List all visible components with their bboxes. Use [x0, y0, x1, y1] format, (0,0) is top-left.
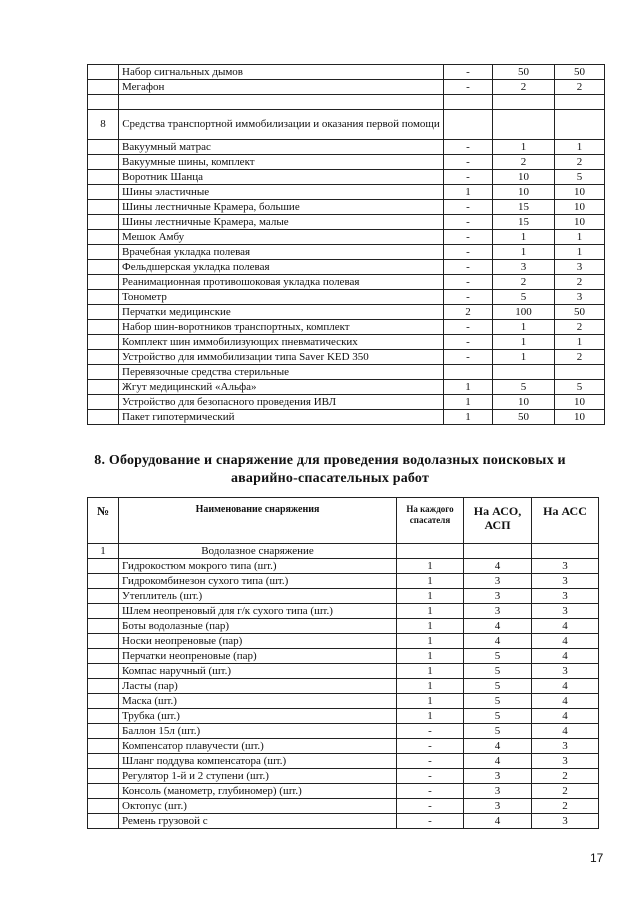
row-num — [88, 335, 119, 350]
row-aso: 4 — [464, 814, 532, 829]
row-aso: 10 — [493, 395, 555, 410]
row-name: Компас наручный (шт.) — [119, 664, 397, 679]
row-aso: 4 — [464, 619, 532, 634]
table-row — [88, 320, 605, 335]
row-each: - — [444, 200, 493, 215]
row-aso: 1 — [493, 230, 555, 245]
diving-equipment-table — [87, 497, 599, 829]
row-aso: 100 — [493, 305, 555, 320]
table-row — [88, 170, 605, 185]
table-row — [88, 604, 599, 619]
table-row — [88, 110, 605, 140]
row-num — [88, 275, 119, 290]
row-name: Мегафон — [119, 80, 444, 95]
row-num — [88, 65, 119, 80]
row-num — [88, 619, 119, 634]
row-name: Воротник Шанца — [119, 170, 444, 185]
row-aso: 4 — [464, 559, 532, 574]
row-name: Шины лестничные Крамера, малые — [119, 215, 444, 230]
row-name: Мешок Амбу — [119, 230, 444, 245]
section-heading — [60, 452, 600, 488]
row-ass: 2 — [532, 799, 599, 814]
table-row — [88, 365, 605, 380]
page-number: 17 — [590, 851, 604, 865]
row-aso: 1 — [493, 140, 555, 155]
group-name: Водолазное снаряжение — [119, 544, 397, 559]
row-aso: 3 — [493, 260, 555, 275]
table-row — [88, 260, 605, 275]
row-aso: 5 — [493, 290, 555, 305]
table-row — [88, 664, 599, 679]
row-name: Средства транспортной иммобилизации и оказания первой помощи — [119, 110, 444, 140]
table-row — [88, 694, 599, 709]
row-ass — [555, 110, 605, 140]
row-aso: 5 — [464, 709, 532, 724]
row-ass: 1 — [555, 140, 605, 155]
table-row — [88, 80, 605, 95]
group-empty-ass — [532, 544, 599, 559]
row-aso: 3 — [464, 589, 532, 604]
row-num — [88, 200, 119, 215]
row-num — [88, 365, 119, 380]
row-name: Боты водолазные (пар) — [119, 619, 397, 634]
row-ass: 3 — [532, 589, 599, 604]
table-row — [88, 784, 599, 799]
row-ass: 2 — [555, 155, 605, 170]
row-aso: 5 — [464, 679, 532, 694]
table-row — [88, 814, 599, 829]
table-row — [88, 185, 605, 200]
row-each: - — [444, 350, 493, 365]
row-ass: 3 — [532, 739, 599, 754]
row-name: Шланг поддува компенсатора (шт.) — [119, 754, 397, 769]
row-aso — [493, 110, 555, 140]
row-num — [88, 290, 119, 305]
row-ass: 5 — [555, 170, 605, 185]
row-each: - — [444, 230, 493, 245]
row-num — [88, 230, 119, 245]
row-aso: 15 — [493, 200, 555, 215]
diving-table-header — [88, 498, 599, 544]
row-each: 1 — [397, 574, 464, 589]
table-row — [88, 574, 599, 589]
row-ass: 10 — [555, 410, 605, 425]
row-num — [88, 320, 119, 335]
row-name: Шины лестничные Крамера, большие — [119, 200, 444, 215]
row-each: - — [444, 275, 493, 290]
row-ass: 3 — [532, 664, 599, 679]
row-name: Шлем неопреновый для г/к сухого типа (шт.) — [119, 604, 397, 619]
row-each: 1 — [397, 694, 464, 709]
table-row — [88, 305, 605, 320]
row-ass: 4 — [532, 709, 599, 724]
row-name: Врачебная укладка полевая — [119, 245, 444, 260]
section-heading-line-2: аварийно-спасательных работ — [230, 471, 430, 486]
row-num — [88, 380, 119, 395]
row-aso: 5 — [464, 649, 532, 664]
row-ass: 10 — [555, 215, 605, 230]
row-num — [88, 754, 119, 769]
table-row — [88, 200, 605, 215]
row-num — [88, 305, 119, 320]
row-num — [88, 410, 119, 425]
row-ass: 1 — [555, 335, 605, 350]
table-row — [88, 679, 599, 694]
row-name: Вакуумный матрас — [119, 140, 444, 155]
row-name: Компенсатор плавучести (шт.) — [119, 739, 397, 754]
row-aso: 3 — [464, 799, 532, 814]
row-each: - — [397, 739, 464, 754]
equipment-table-upper — [87, 64, 605, 425]
row-num — [88, 559, 119, 574]
row-ass: 50 — [555, 305, 605, 320]
row-name: Набор сигнальных дымов — [119, 65, 444, 80]
row-ass: 2 — [532, 769, 599, 784]
row-ass: 4 — [532, 649, 599, 664]
row-num — [88, 814, 119, 829]
row-ass: 3 — [555, 260, 605, 275]
row-each — [444, 110, 493, 140]
row-ass: 2 — [555, 320, 605, 335]
table-row — [88, 395, 605, 410]
row-aso: 10 — [493, 185, 555, 200]
row-num — [88, 724, 119, 739]
header-name: Наименование снаряжения — [119, 498, 397, 544]
row-each: - — [444, 290, 493, 305]
row-name: Утеплитель (шт.) — [119, 589, 397, 604]
row-aso: 50 — [493, 65, 555, 80]
row-each: - — [397, 754, 464, 769]
row-aso: 5 — [464, 694, 532, 709]
row-aso: 3 — [464, 574, 532, 589]
row-each: - — [397, 769, 464, 784]
row-name: Баллон 15л (шт.) — [119, 724, 397, 739]
row-ass: 10 — [555, 200, 605, 215]
row-aso: 2 — [493, 80, 555, 95]
row-num: 8 — [88, 110, 119, 140]
row-num — [88, 799, 119, 814]
row-num — [88, 350, 119, 365]
row-aso: 1 — [493, 320, 555, 335]
row-each — [444, 365, 493, 380]
row-num — [88, 215, 119, 230]
row-num — [88, 784, 119, 799]
header-ass: На АСС — [532, 498, 599, 544]
diving-table-body — [88, 544, 599, 829]
header-aso: На АСО, АСП — [464, 498, 532, 544]
row-name: Перчатки медицинские — [119, 305, 444, 320]
row-name: Шины эластичные — [119, 185, 444, 200]
header-num: № — [88, 498, 119, 544]
row-ass: 1 — [555, 230, 605, 245]
row-ass: 10 — [555, 185, 605, 200]
row-ass: 3 — [555, 290, 605, 305]
row-aso: 2 — [493, 275, 555, 290]
row-each: 1 — [397, 709, 464, 724]
row-each: 1 — [444, 380, 493, 395]
row-each: 1 — [397, 664, 464, 679]
table-row — [88, 410, 605, 425]
row-each: 1 — [444, 410, 493, 425]
table-row — [88, 799, 599, 814]
row-name: Октопус (шт.) — [119, 799, 397, 814]
row-aso: 5 — [464, 724, 532, 739]
row-ass: 3 — [532, 559, 599, 574]
table-row — [88, 709, 599, 724]
group-num: 1 — [88, 544, 119, 559]
row-each: - — [397, 724, 464, 739]
row-num — [88, 634, 119, 649]
row-num — [88, 260, 119, 275]
row-aso: 3 — [464, 769, 532, 784]
row-ass: 5 — [555, 380, 605, 395]
row-aso: 1 — [493, 335, 555, 350]
row-name: Перевязочные средства стерильные — [119, 365, 444, 380]
table-row — [88, 350, 605, 365]
row-name: Жгут медицинский «Альфа» — [119, 380, 444, 395]
table-row — [88, 754, 599, 769]
row-aso: 4 — [464, 754, 532, 769]
row-aso: 1 — [493, 245, 555, 260]
row-each: - — [444, 155, 493, 170]
row-num — [88, 694, 119, 709]
row-each: 1 — [397, 634, 464, 649]
equipment-table-upper-body — [88, 65, 605, 425]
row-each: - — [444, 65, 493, 80]
row-ass: 2 — [555, 80, 605, 95]
table-row — [88, 649, 599, 664]
row-num — [88, 395, 119, 410]
row-ass: 4 — [532, 724, 599, 739]
row-name: Носки неопреновые (пар) — [119, 634, 397, 649]
row-each: 1 — [397, 559, 464, 574]
row-num — [88, 185, 119, 200]
row-ass: 50 — [555, 65, 605, 80]
row-each: 1 — [397, 649, 464, 664]
row-aso: 10 — [493, 170, 555, 185]
row-name: Перчатки неопреновые (пар) — [119, 649, 397, 664]
table-row — [88, 155, 605, 170]
table-row — [88, 380, 605, 395]
row-name: Ремень грузовой с — [119, 814, 397, 829]
row-num — [88, 679, 119, 694]
row-aso — [493, 365, 555, 380]
row-each: 1 — [397, 619, 464, 634]
table-row — [88, 634, 599, 649]
row-num — [88, 80, 119, 95]
row-aso: 50 — [493, 410, 555, 425]
row-ass: 2 — [532, 784, 599, 799]
table-row — [88, 65, 605, 80]
row-num — [88, 95, 119, 110]
row-aso: 5 — [464, 664, 532, 679]
row-name: Пакет гипотермический — [119, 410, 444, 425]
table-row — [88, 215, 605, 230]
row-num — [88, 664, 119, 679]
row-each: 1 — [397, 679, 464, 694]
row-name — [119, 95, 444, 110]
table-row — [88, 589, 599, 604]
row-each — [444, 95, 493, 110]
table-row — [88, 769, 599, 784]
row-aso: 1 — [493, 350, 555, 365]
table-row — [88, 290, 605, 305]
row-ass: 10 — [555, 395, 605, 410]
row-each: - — [444, 140, 493, 155]
row-name: Ласты (пар) — [119, 679, 397, 694]
row-each: 2 — [444, 305, 493, 320]
row-each: 1 — [397, 589, 464, 604]
row-num — [88, 709, 119, 724]
row-name: Реанимационная противошоковая укладка полевая — [119, 275, 444, 290]
row-name: Устройство для безопасного проведения ИВЛ — [119, 395, 444, 410]
row-ass: 3 — [532, 754, 599, 769]
row-aso: 3 — [464, 784, 532, 799]
table-row — [88, 739, 599, 754]
header-each: На каждого спасателя — [397, 498, 464, 544]
row-aso — [493, 95, 555, 110]
row-name: Набор шин-воротников транспортных, комплект — [119, 320, 444, 335]
row-aso: 4 — [464, 634, 532, 649]
table-row — [88, 335, 605, 350]
row-num — [88, 604, 119, 619]
row-ass — [555, 95, 605, 110]
row-name: Тонометр — [119, 290, 444, 305]
row-num — [88, 170, 119, 185]
table-row — [88, 140, 605, 155]
diving-table-header-row — [88, 498, 599, 544]
table-row — [88, 245, 605, 260]
row-name: Гидрокостюм мокрого типа (шт.) — [119, 559, 397, 574]
row-each: - — [397, 799, 464, 814]
row-ass: 4 — [532, 679, 599, 694]
row-aso: 3 — [464, 604, 532, 619]
row-num — [88, 649, 119, 664]
row-ass: 3 — [532, 604, 599, 619]
row-ass: 1 — [555, 245, 605, 260]
row-num — [88, 769, 119, 784]
table-row — [88, 275, 605, 290]
row-num — [88, 574, 119, 589]
group-empty-each — [397, 544, 464, 559]
row-aso: 15 — [493, 215, 555, 230]
row-ass — [555, 365, 605, 380]
row-each: - — [444, 170, 493, 185]
row-name: Гидрокомбинезон сухого типа (шт.) — [119, 574, 397, 589]
row-ass: 2 — [555, 350, 605, 365]
row-each: - — [444, 335, 493, 350]
row-each: 1 — [444, 395, 493, 410]
row-num — [88, 589, 119, 604]
row-each: - — [444, 260, 493, 275]
row-each: - — [444, 80, 493, 95]
table-row — [88, 230, 605, 245]
row-ass: 3 — [532, 574, 599, 589]
row-aso: 5 — [493, 380, 555, 395]
row-each: 1 — [444, 185, 493, 200]
row-name: Консоль (манометр, глубиномер) (шт.) — [119, 784, 397, 799]
table-row — [88, 95, 605, 110]
row-each: - — [397, 814, 464, 829]
row-each: - — [397, 784, 464, 799]
table-row — [88, 619, 599, 634]
row-name: Трубка (шт.) — [119, 709, 397, 724]
row-ass: 4 — [532, 619, 599, 634]
row-ass: 4 — [532, 634, 599, 649]
group-empty-aso — [464, 544, 532, 559]
row-aso: 2 — [493, 155, 555, 170]
row-num — [88, 245, 119, 260]
row-each: - — [444, 245, 493, 260]
row-ass: 3 — [532, 814, 599, 829]
row-ass: 2 — [555, 275, 605, 290]
row-num — [88, 140, 119, 155]
row-name: Вакуумные шины, комплект — [119, 155, 444, 170]
row-num — [88, 155, 119, 170]
section-heading-line-1: 8. Оборудование и снаряжение для проведения водолазных поисковых и — [94, 453, 566, 468]
row-name: Комплект шин иммобилизующих пневматических — [119, 335, 444, 350]
row-name: Регулятор 1-й и 2 ступени (шт.) — [119, 769, 397, 784]
row-name: Фельдшерская укладка полевая — [119, 260, 444, 275]
row-name: Маска (шт.) — [119, 694, 397, 709]
row-name: Устройство для иммобилизации типа Saver KED 350 — [119, 350, 444, 365]
table-row — [88, 559, 599, 574]
table-row — [88, 724, 599, 739]
row-each: - — [444, 215, 493, 230]
row-ass: 4 — [532, 694, 599, 709]
row-num — [88, 739, 119, 754]
group-row — [88, 544, 599, 559]
row-each: - — [444, 320, 493, 335]
row-aso: 4 — [464, 739, 532, 754]
row-each: 1 — [397, 604, 464, 619]
